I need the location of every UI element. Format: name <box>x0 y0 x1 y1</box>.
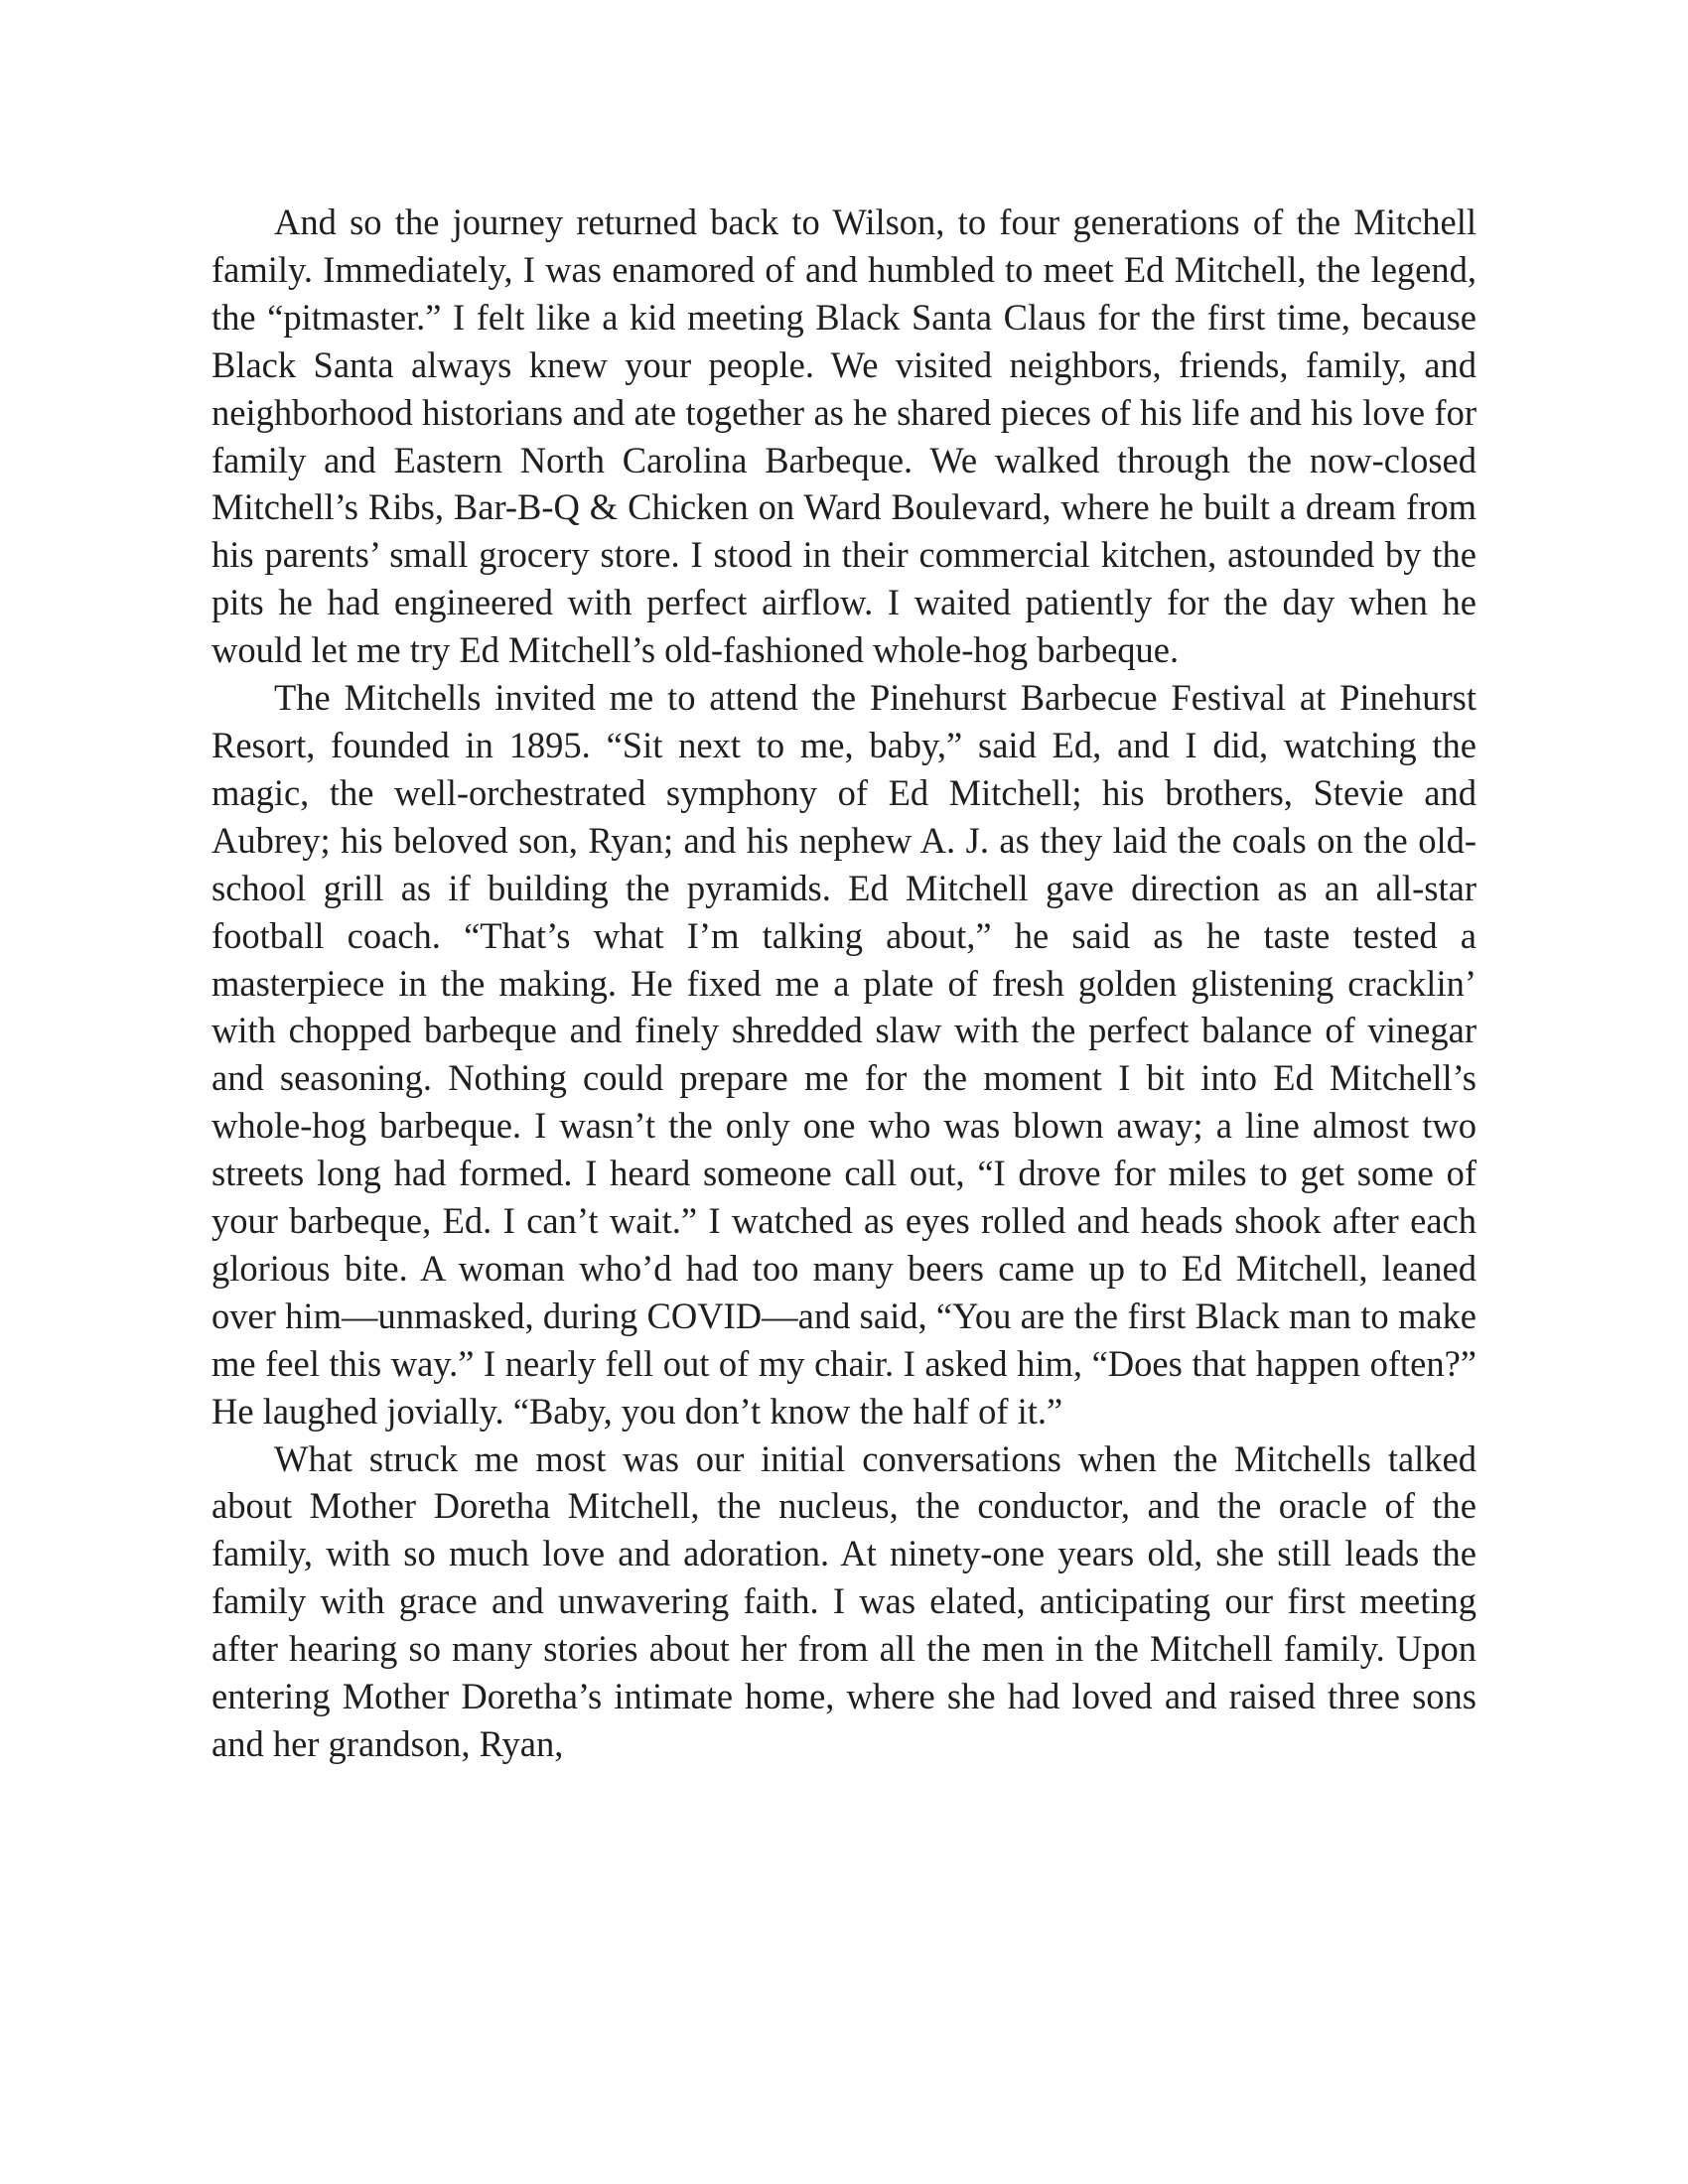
paragraph-1: And so the journey returned back to Wilson, to four generations of the Mitchell family. Immediately, I was enamored of and humbled to meet Ed Mitchell, the legend, the “pitmaster.” I felt like a kid meeting Black Santa Claus for the first time, because Black Santa always knew your people. We visited neighbors, friends, family, and neighborhood historians and ate together as he shared pieces of his life and his love for family and Eastern North Carolina Barbeque. We walked through the now-closed Mitchell’s Ribs, Bar-B-Q & Chicken on Ward Boulevard, where he built a dream from his parents’ small grocery store. I stood in their commercial kitchen, astounded by the pits he had engineered with perfect airflow. I waited patiently for the day when he would let me try Ed Mitchell’s old-fashioned whole-hog barbeque. <box>211 202 1477 671</box>
page-body <box>211 199 1477 1768</box>
paragraph-2: The Mitchells invited me to attend the Pinehurst Barbecue Festival at Pinehurst Resort, founded in 1895. “Sit next to me, baby,” said Ed, and I did, watching the magic, the well-orchestrated symphony of Ed Mitchell; his brothers, Stevie and Aubrey; his beloved son, Ryan; and his nephew A. J. as they laid the coals on the old-school grill as if building the pyramids. Ed Mitchell gave direction as an all-star football coach. “That’s what I’m talking about,” he said as he taste tested a masterpiece in the making. He fixed me a plate of fresh golden glistening cracklin’ with chopped barbeque and finely shredded slaw with the perfect balance of vinegar and seasoning. Nothing could prepare me for the moment I bit into Ed Mitchell’s whole-hog barbeque. I wasn’t the only one who was blown away; a line almost two streets long had formed. I heard someone call out, “I drove for miles to get some of your barbeque, Ed. I can’t wait.” I watched as eyes rolled and heads shook after each glorious bite. A woman who’d had too many beers came up to Ed Mitchell, leaned over him—unmasked, during COVID—and said, “You are the first Black man to make me feel this way.” I nearly fell out of my chair. I asked him, “Does that happen often?” He laughed jovially. “Baby, you don’t know the half of it.” <box>211 677 1477 1432</box>
paragraph-3: What struck me most was our initial conversations when the Mitchells talked about Mother Doretha Mitchell, the nucleus, the conductor, and the oracle of the family, with so much love and adoration. At ninety-one years old, she still leads the family with grace and unwavering faith. I was elated, anticipating our first meeting after hearing so many stories about her from all the men in the Mitchell family. Upon entering Mother Doretha’s intimate home, where she had loved and raised three sons and her grandson, Ryan, <box>211 1437 1477 1764</box>
